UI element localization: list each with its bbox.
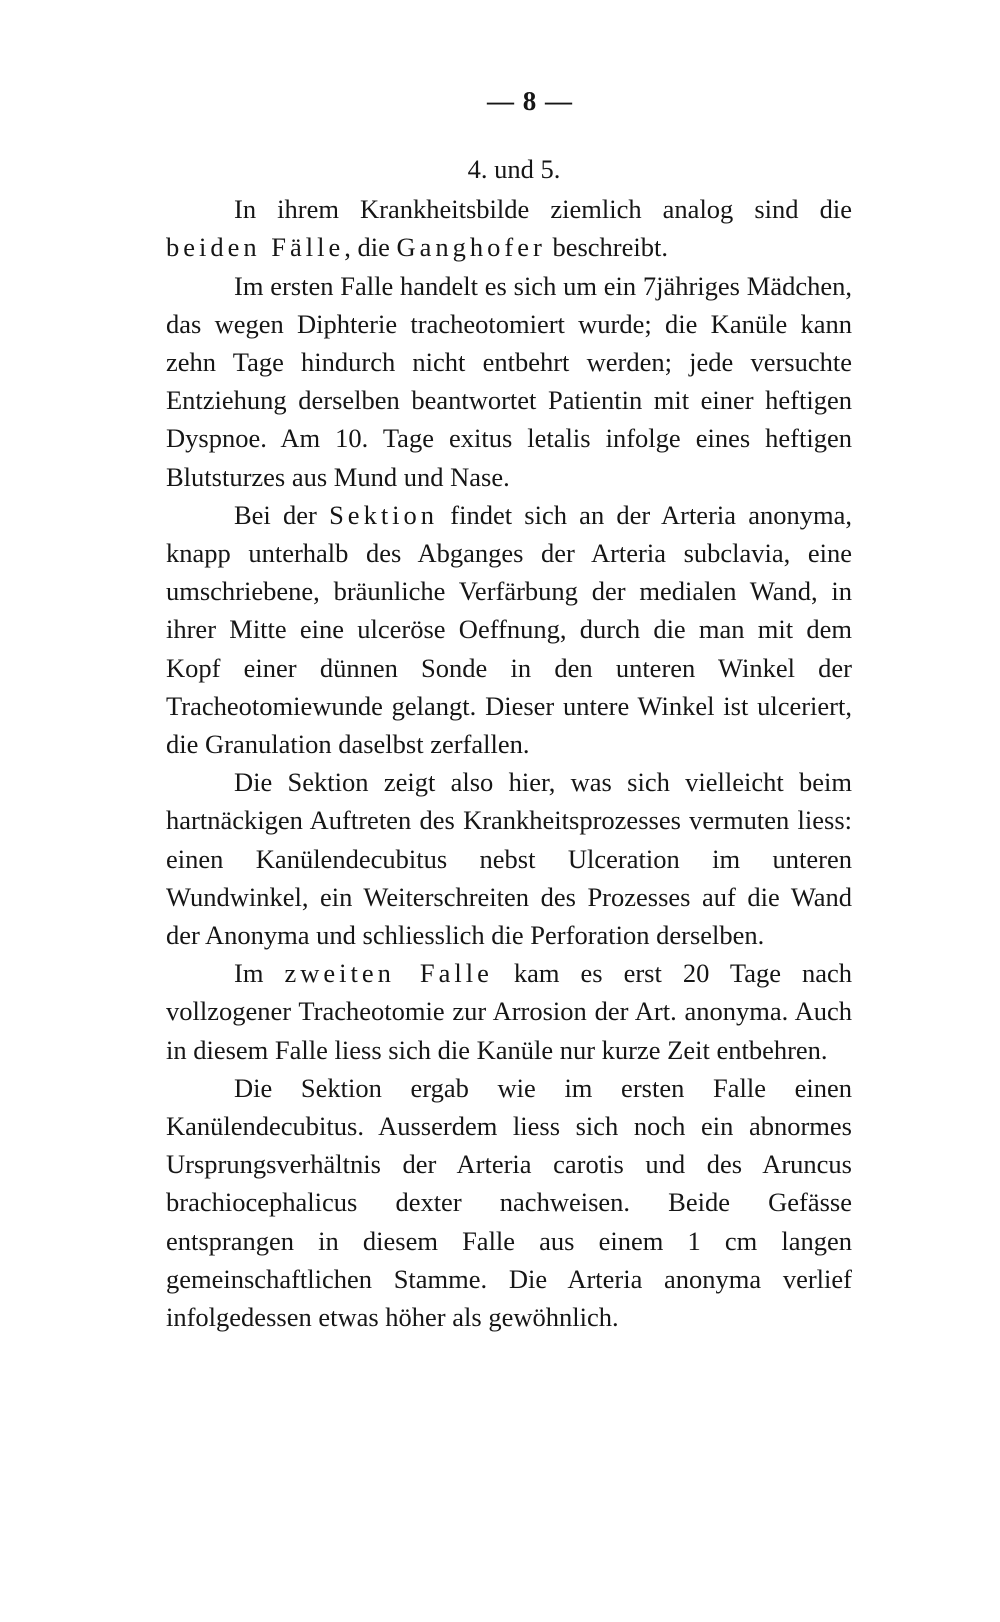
paragraph bbox=[166, 190, 852, 266]
spaced-emphasis-text: Ganghofer bbox=[396, 232, 546, 263]
paragraph-text: kam es erst 20 Tage nach vollzogener Tracheotomie zur Arrosion der Art. anonyma. Auch in diesem Falle liess sich die Kanüle nur kurze Zeit entbehren. bbox=[166, 958, 853, 1065]
paragraph-text: beschreibt. bbox=[545, 232, 668, 263]
paragraph-text: Die Sektion ergab wie im ersten Falle einen Kanülendecubitus. Ausserdem liess sich noch ein abnormes Ursprungsverhältnis der Arteria carotis und des Aruncus brachiocephalicus dexter nachweisen. Beide Gefässe entsprangen in diesem Falle aus einem 1 cm langen gemeinschaftlichen Stamme. Die Arteria anonyma verlief infolgedessen etwas höher als gewöhnlich. bbox=[166, 1072, 852, 1333]
paragraph-text: In ihrem Krankheitsbilde ziemlich analog sind die bbox=[234, 194, 852, 225]
paragraph bbox=[166, 954, 852, 1069]
paragraph-text: Im bbox=[234, 958, 285, 989]
paragraph-list bbox=[166, 190, 852, 1336]
spaced-emphasis-text: Sektion bbox=[329, 499, 439, 530]
section-heading: 4. und 5. bbox=[467, 154, 561, 184]
paragraph bbox=[166, 1069, 852, 1336]
spaced-emphasis-text: beiden Fälle bbox=[166, 232, 345, 263]
paragraph bbox=[166, 267, 852, 496]
paragraph bbox=[166, 496, 852, 763]
page-number: — 8 — bbox=[487, 86, 573, 116]
paragraph-text: Im ersten Falle handelt es sich um ein 7jähriges Mädchen, das wegen Diphterie tracheotomiert wurde; die Kanüle kann zehn Tage hindurch nicht entbehrt werden; jede versuchte Entziehung derselben beantwortet Patientin mit einer heftigen Dyspnoe. Am 10. Tage exitus letalis infolge eines heftigen Blutsturzes aus Mund und Nase. bbox=[166, 270, 852, 492]
paragraph-text: Die Sektion zeigt also hier, was sich vielleicht beim hartnäckigen Auftreten des Krankheitsprozesses vermuten liess: einen Kanülendecubitus nebst Ulceration im unteren Wundwinkel, ein Weiterschreiten des Prozesses auf die Wand der Anonyma und schliesslich die Perforation derselben. bbox=[166, 767, 852, 951]
paragraph-text: Bei der bbox=[234, 499, 330, 530]
paragraph-text: , die bbox=[344, 232, 397, 263]
body-text bbox=[166, 150, 852, 1336]
paragraph-text: findet sich an der Arteria anonyma, knapp unterhalb des Abganges der Arteria subclavia, eine umschriebene, bräunliche Verfärbung der medialen Wand, in ihrer Mitte eine ulceröse Oeffnung, durch die man mit dem Kopf einer dünnen Sonde in den unteren Winkel der Tracheotomiewunde gelangt. Dieser untere Winkel ist ulceriert, die Granulation daselbst zerfallen. bbox=[166, 499, 852, 760]
paragraph bbox=[166, 763, 852, 954]
spaced-emphasis-text: zweiten Falle bbox=[284, 958, 493, 989]
